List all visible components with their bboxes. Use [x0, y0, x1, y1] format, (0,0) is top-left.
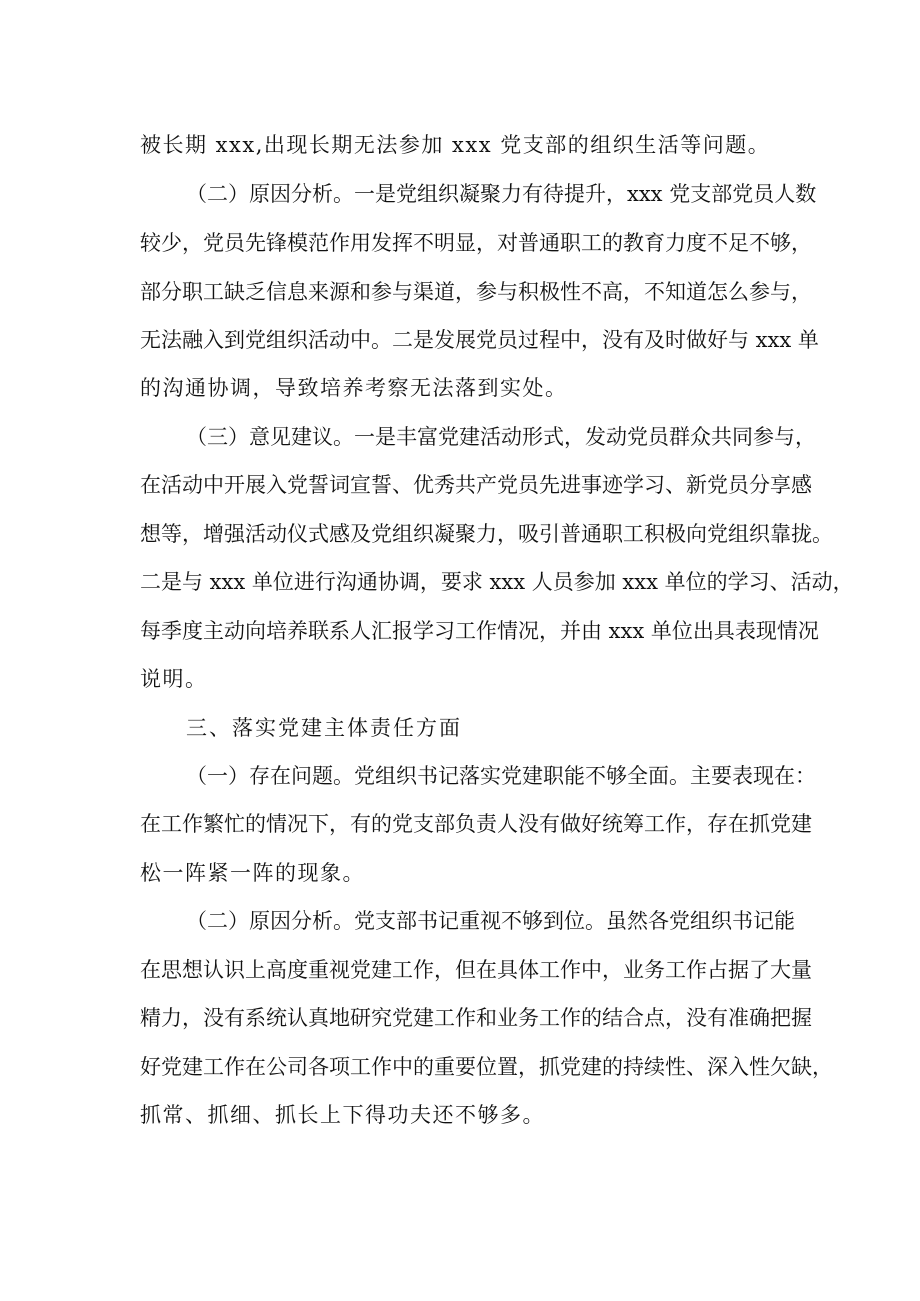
paragraph-line: 在活动中开展入党誓词宣誓、优秀共产党员先进事迹学习、新党员分享感 [140, 473, 812, 497]
paragraph-line: 好党建工作在公司各项工作中的重要位置，抓党建的持续性、深入性欠缺， [140, 1055, 833, 1079]
paragraph-line: 松一阵紧一阵的现象。 [140, 861, 365, 885]
paragraph-line: 精力，没有系统认真地研究党建工作和业务工作的结合点，没有准确把握 [140, 1006, 812, 1030]
paragraph-line: 每季度主动向培养联系人汇报学习工作情况，并由 xxx 单位出具表现情况 [140, 619, 819, 643]
paragraph-line: 抓常、抓细、抓长上下得功夫还不够多。 [140, 1103, 545, 1127]
paragraph-line: 的沟通协调，导致培养考察无法落到实处。 [140, 376, 568, 400]
paragraph-line: （一）存在问题。党组织书记落实党建职能不够全面。主要表现在： [186, 764, 816, 788]
paragraph-line: 无法融入到党组织活动中。二是发展党员过程中，没有及时做好与 xxx 单 [140, 328, 819, 352]
paragraph-line: 部分职工缺乏信息来源和参与渠道，参与积极性不高，不知道怎么参与， [140, 280, 812, 304]
section-heading: 三、落实党建主体责任方面 [186, 716, 462, 740]
paragraph-line: （三）意见建议。一是丰富党建活动形式，发动党员群众共同参与， [186, 425, 816, 449]
paragraph-line: 较少，党员先锋模范作用发挥不明显，对普通职工的教育力度不足不够， [140, 231, 812, 255]
paragraph-line: （二）原因分析。一是党组织凝聚力有待提升，xxx 党支部党员人数 [186, 182, 817, 206]
paragraph-line: 被长期 xxx,出现长期无法参加 xxx 党支部的组织生活等问题。 [140, 133, 771, 157]
paragraph-line: （二）原因分析。党支部书记重视不够到位。虽然各党组织书记能 [186, 909, 795, 933]
paragraph-line: 想等，增强活动仪式感及党组织凝聚力，吸引普通职工积极向党组织靠拢。 [140, 522, 833, 546]
paragraph-line: 说明。 [140, 667, 208, 691]
paragraph-line: 二是与 xxx 单位进行沟通协调，要求 xxx 人员参加 xxx 单位的学习、活动， [140, 570, 854, 594]
paragraph-line: 在思想认识上高度重视党建工作，但在具体工作中，业务工作占据了大量 [140, 958, 812, 982]
paragraph-line: 在工作繁忙的情况下，有的党支部负责人没有做好统筹工作，存在抓党建 [140, 812, 812, 836]
